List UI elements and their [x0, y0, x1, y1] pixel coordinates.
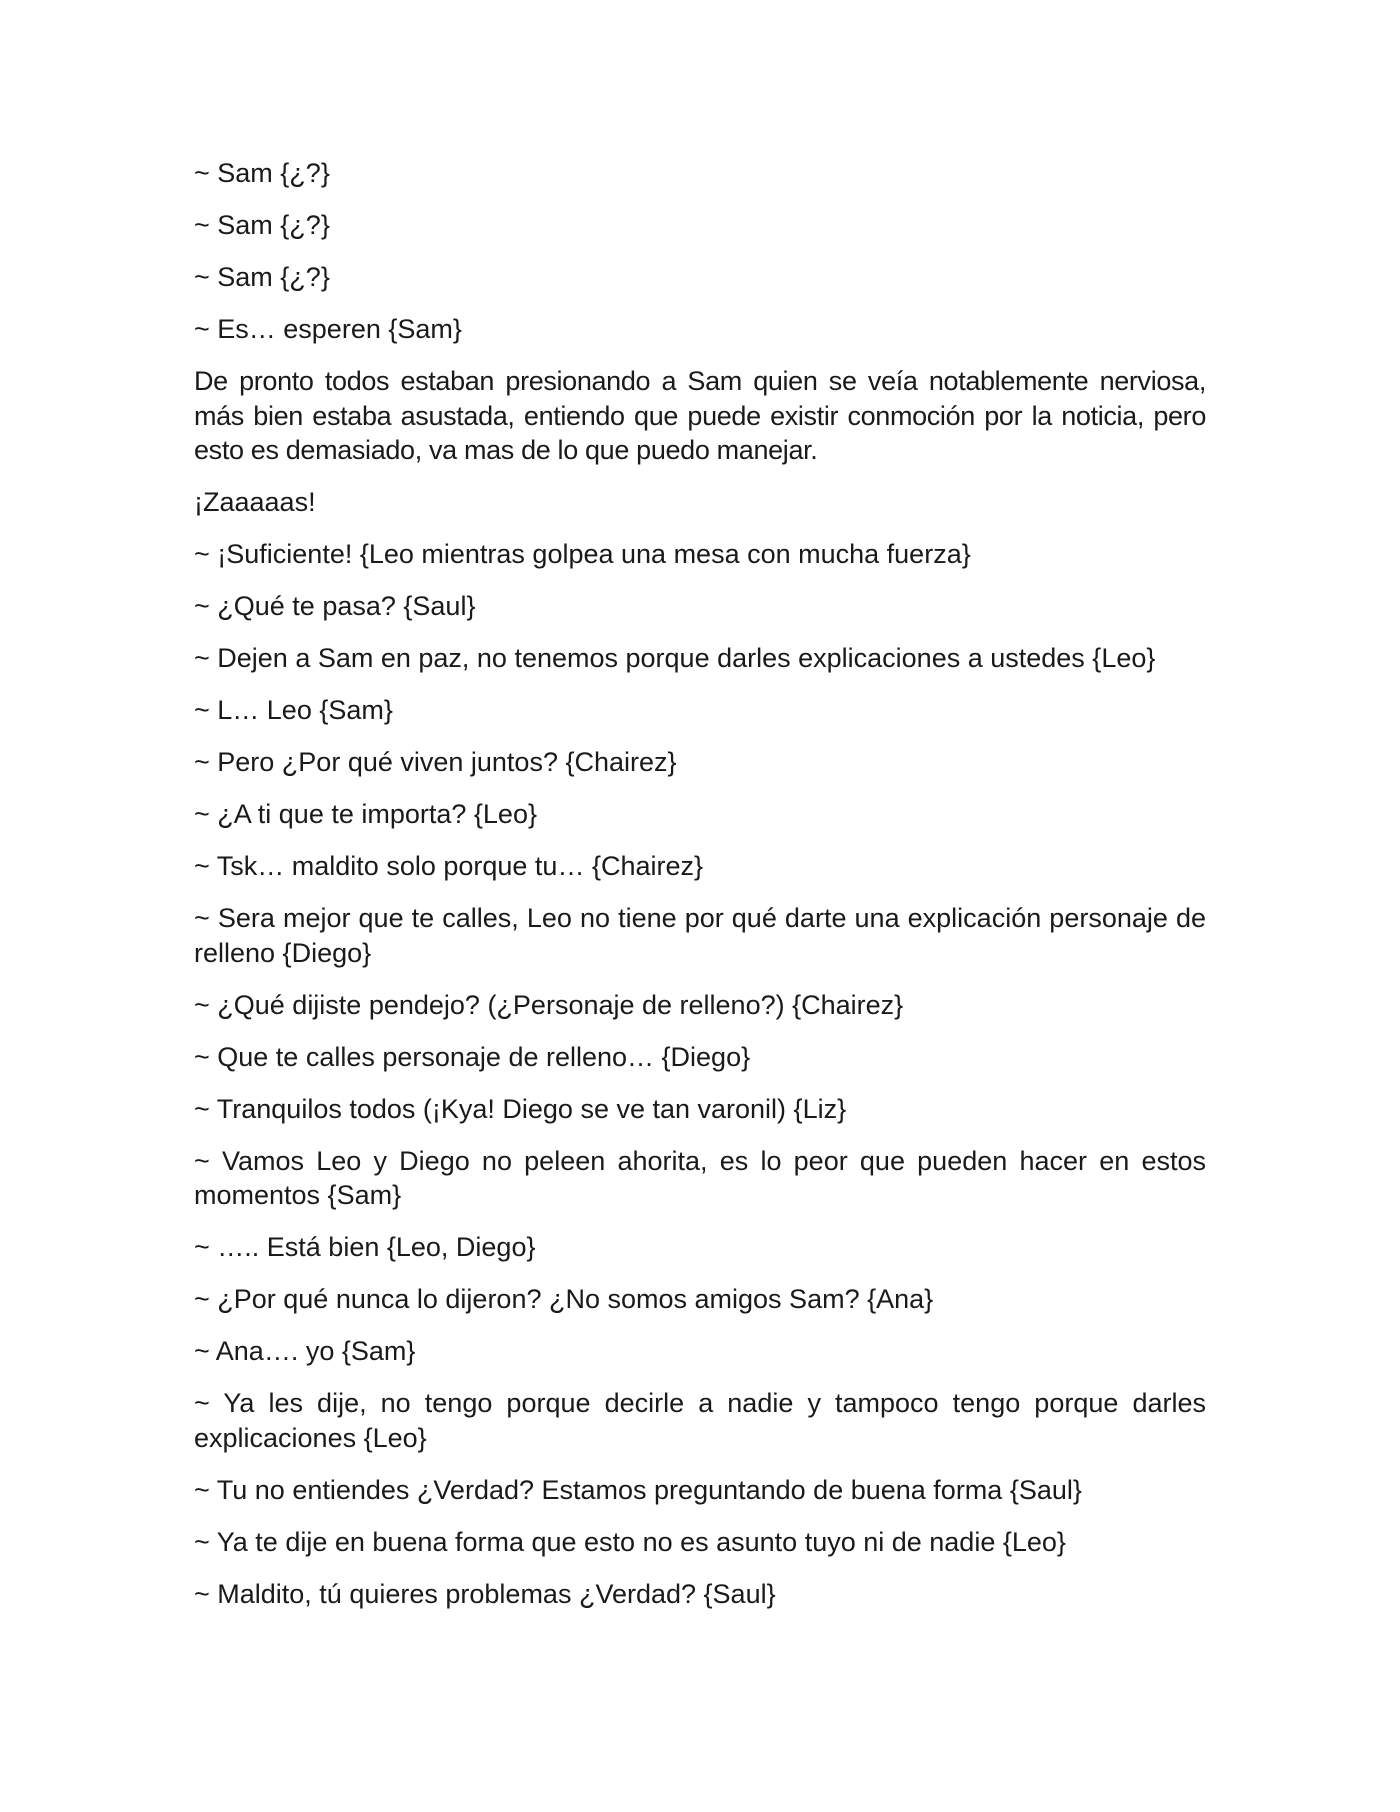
dialogue-line: ~ Dejen a Sam en paz, no tenemos porque darles explicaciones a ustedes {Leo}	[194, 643, 1156, 673]
dialogue-line: ~ ¿Por qué nunca lo dijeron? ¿No somos amigos Sam? {Ana}	[194, 1284, 934, 1314]
dialogue-line: ~ ¿Qué dijiste pendejo? (¿Personaje de relleno?) {Chairez}	[194, 989, 904, 1020]
dialogue-line: ~ ¿Qué te pasa? {Saul}	[194, 591, 476, 621]
dialogue-line: ~ Es… esperen {Sam}	[194, 314, 462, 344]
narration-paragraph: De pronto todos estaban presionando a Sam quien se veía notablemente nerviosa, más bien estaba asustada, entiendo que puede existir conmoción por la noticia, pero esto es demasiado, va mas de lo que puedo manejar.	[194, 366, 1206, 465]
dialogue-line: ~ L… Leo {Sam}	[194, 695, 393, 725]
dialogue-line: ~ Sera mejor que te calles, Leo no tiene por qué darte una explicación personaje de relleno {Diego}	[194, 903, 1206, 968]
dialogue-line: ~ Sam {¿?}	[194, 210, 330, 240]
dialogue-line: ~ Pero ¿Por qué viven juntos? {Chairez}	[194, 747, 677, 777]
dialogue-line: ~ Ya te dije en buena forma que esto no es asunto tuyo ni de nadie {Leo}	[194, 1526, 1066, 1557]
dialogue-line: ~ Que te calles personaje de relleno… {Diego}	[194, 1041, 751, 1072]
dialogue-line: ~ ¡Suficiente! {Leo mientras golpea una mesa con mucha fuerza}	[194, 539, 971, 569]
dialogue-line: ~ Tranquilos todos (¡Kya! Diego se ve tan varonil) {Liz}	[194, 1093, 847, 1124]
dialogue-line: ~ Sam {¿?}	[194, 262, 330, 292]
dialogue-line: ~ Ana…. yo {Sam}	[194, 1336, 416, 1366]
dialogue-line: ~ ….. Está bien {Leo, Diego}	[194, 1232, 536, 1262]
dialogue-line: ~ Ya les dije, no tengo porque decirle a nadie y tampoco tengo porque darles explicaciones {Leo}	[194, 1388, 1206, 1453]
document-page	[194, 156, 1206, 1629]
dialogue-line: ~ Maldito, tú quieres problemas ¿Verdad? {Saul}	[194, 1578, 776, 1609]
dialogue-line: ~ Sam {¿?}	[194, 158, 330, 188]
dialogue-line: ~ Vamos Leo y Diego no peleen ahorita, es lo peor que pueden hacer en estos momentos {Sam}	[194, 1145, 1206, 1210]
dialogue-line: ~ ¿A ti que te importa? {Leo}	[194, 799, 537, 829]
dialogue-line: ~ Tu no entiendes ¿Verdad? Estamos preguntando de buena forma {Saul}	[194, 1474, 1082, 1505]
dialogue-line: ~ Tsk… maldito solo porque tu… {Chairez}	[194, 851, 704, 881]
sound-effect-line: ¡Zaaaaas!	[194, 487, 316, 517]
